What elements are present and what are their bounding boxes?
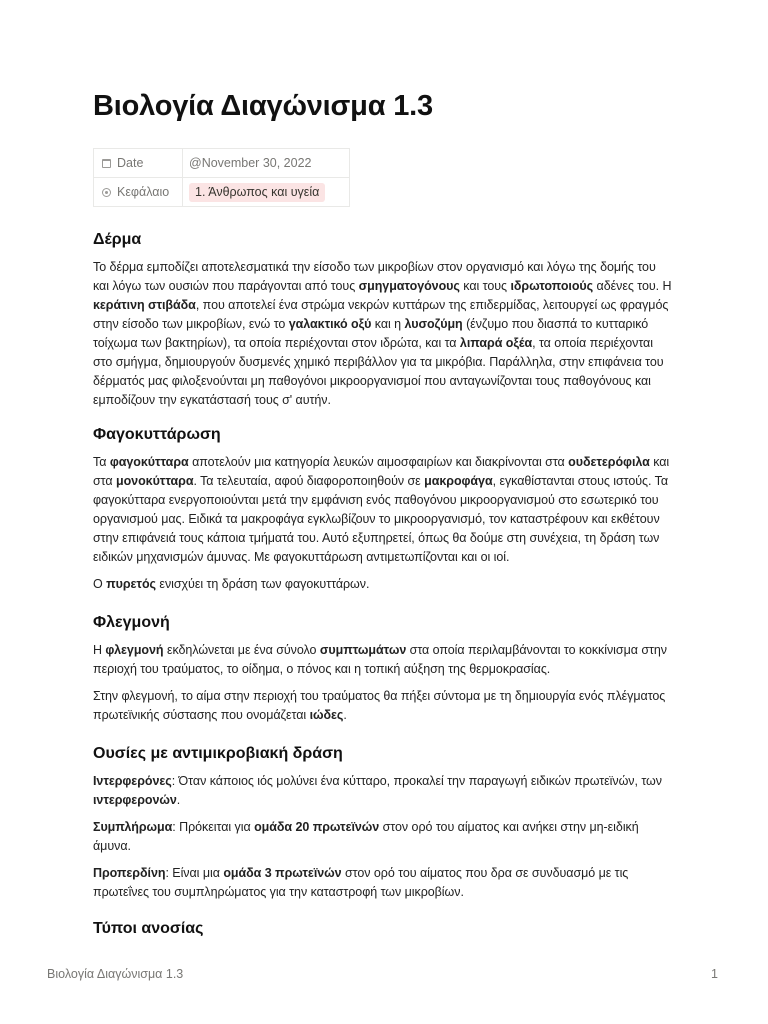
paragraph xyxy=(93,864,675,902)
section-heading: Φαγοκυττάρωση xyxy=(93,426,221,443)
paragraph xyxy=(93,258,675,410)
bold-text: ιδρωτοποιούς xyxy=(510,279,594,293)
text-run: στον ορό του αίματος που δρα σε συνδυασμό με τις πρωτεΐνες του συμπληρώματος για την καταστροφή των μικροβίων. xyxy=(93,866,629,899)
paragraph xyxy=(93,575,675,594)
text-run: Η xyxy=(93,643,106,657)
text-run: αποτελούν μια κατηγορία λευκών αιμοσφαιρίων και διακρίνονται στα xyxy=(188,455,569,469)
bold-text: Ιντερφερόνες xyxy=(93,774,172,788)
text-run: εκδηλώνεται με ένα σύνολο xyxy=(163,643,320,657)
section xyxy=(93,743,675,902)
paragraph xyxy=(93,641,675,679)
properties-table xyxy=(93,148,350,207)
text-run: , τα οποία περιέχονται στο σμήγμα, δημιουργούν δυσμενές χημικό περιβάλλον για τα μικρόβια. Παράλληλα, στην επιφάνεια του δέρματός μας φιλοξενούνται μη παθογόνοι μικροοργανισμοί που ανταγωνίζονται τους παθογόνους και εμποδίζουν την εγκατάστασή τους σ' αυτήν. xyxy=(93,336,664,407)
date-value: @November 30, 2022 xyxy=(189,156,312,170)
text-run: ενισχύει τη δράση των φαγοκυττάρων. xyxy=(156,577,370,591)
property-row-date[interactable] xyxy=(94,149,350,178)
section-heading: Τύποι ανοσίας xyxy=(93,920,204,937)
section xyxy=(93,612,675,725)
bold-text: Συμπλήρωμα xyxy=(93,820,173,834)
page-content xyxy=(93,86,675,940)
paragraph xyxy=(93,818,675,856)
chapter-tag[interactable]: 1. Άνθρωπος και υγεία xyxy=(189,183,325,202)
section-heading: Φλεγμονή xyxy=(93,614,170,631)
property-key xyxy=(94,149,183,178)
text-run: Ο xyxy=(93,577,107,591)
property-value[interactable] xyxy=(183,178,350,207)
footer-page-number: 1 xyxy=(711,967,718,981)
section-heading: Δέρμα xyxy=(93,231,142,248)
bold-text: ουδετερόφιλα xyxy=(568,455,650,469)
property-row-chapter[interactable] xyxy=(94,178,350,207)
text-run: . xyxy=(176,793,181,807)
bold-text: φλεγμονή xyxy=(105,643,164,657)
target-icon xyxy=(102,188,111,197)
bold-text: φαγοκύτταρα xyxy=(109,455,189,469)
paragraph xyxy=(93,687,675,725)
calendar-icon xyxy=(102,159,111,168)
bold-text: ομάδα 3 πρωτεϊνών xyxy=(223,866,342,880)
property-key-label: Κεφάλαιο xyxy=(117,185,170,199)
bold-text: μονοκύτταρα xyxy=(115,474,194,488)
bold-text: ιντερφερονών xyxy=(93,793,177,807)
bold-text: ομάδα 20 πρωτεϊνών xyxy=(254,820,380,834)
property-value[interactable] xyxy=(183,149,350,178)
section xyxy=(93,918,675,940)
bold-text: Προπερδίνη xyxy=(93,866,166,880)
property-key xyxy=(94,178,183,207)
text-run: : Όταν κάποιος ιός μολύνει ένα κύτταρο, προκαλεί την παραγωγή ειδικών πρωτεϊνών, των xyxy=(171,774,662,788)
text-run: . Τα τελευταία, αφού διαφοροποιηθούν σε xyxy=(193,474,425,488)
page-title: Βιολογία Διαγώνισμα 1.3 xyxy=(93,90,433,122)
text-run: και στα xyxy=(93,455,670,488)
bold-text: συμπτωμάτων xyxy=(319,643,407,657)
text-run: και η xyxy=(371,317,405,331)
document-body xyxy=(93,229,675,940)
text-run: : Πρόκειται για xyxy=(172,820,255,834)
text-run: αδένες του. Η xyxy=(593,279,672,293)
footer-title: Βιολογία Διαγώνισμα 1.3 xyxy=(47,967,184,981)
section-heading: Ουσίες με αντιμικροβιακή δράση xyxy=(93,745,343,762)
text-run: , εγκαθίστανται στους ιστούς. Τα φαγοκύτταρα ενεργοποιούνται μετά την εμφάνιση ενός παθογόνου μικροοργανισμού στο εσωτερικό του οργανισμού μας. Ειδικά τα μακροφάγα εγκλωβίζουν το μικροοργανισμό, τον καταστρέφουν και εκθέτουν στην επιφάνειά τους κάποια τμήματά του. Αυτό εξυπηρετεί, όπως θα δούμε στη συνέχεια, τη δράση των ειδικών μηχανισμών άμυνας. Με φαγοκυττάρωση αντιμετωπίζονται και οι ιοί. xyxy=(93,474,669,564)
bold-text: λιπαρά οξέα xyxy=(459,336,533,350)
text-run: Τα xyxy=(93,455,110,469)
section xyxy=(93,424,675,594)
bold-text: πυρετός xyxy=(106,577,156,591)
bold-text: σμηγματογόνους xyxy=(358,279,460,293)
section xyxy=(93,229,675,410)
text-run: (ένζυμο που διασπά το κυτταρικό τοίχωμα των βακτηρίων), τα οποία περιέχονται στον ιδρώτα, και τα xyxy=(93,317,649,350)
text-run: . xyxy=(343,708,347,722)
paragraph xyxy=(93,772,675,810)
bold-text: μακροφάγα xyxy=(424,474,493,488)
text-run: στα οποία περιλαμβάνονται το κοκκίνισμα στην περιοχή του τραύματος, το οίδημα, ο πόνος και η τοπική αύξηση της θερμοκρασίας. xyxy=(93,643,667,676)
text-run: στον ορό του αίματος και ανήκει στην μη-ειδική άμυνα. xyxy=(93,820,639,853)
paragraph xyxy=(93,453,675,567)
bold-text: γαλακτικό οξύ xyxy=(288,317,372,331)
text-run: και τους xyxy=(459,279,511,293)
text-run: Το δέρμα εμποδίζει αποτελεσματικά την είσοδο των μικροβίων στον οργανισμό και λόγω της δομής του και λόγω των ουσιών που παράγονται από τους xyxy=(93,260,656,293)
property-key-label: Date xyxy=(117,156,144,170)
text-run: , που αποτελεί ένα στρώμα νεκρών κυττάρων της επιδερμίδας, λειτουργεί ως φραγμός στην είσοδο των μικροβίων, ενώ το xyxy=(93,298,669,331)
bold-text: ιώδες xyxy=(309,708,344,722)
text-run: Στην φλεγμονή, το αίμα στην περιοχή του τραύματος θα πήξει σύντομα με τη δημιουργία ενός πλέγματος πρωτεϊνικής σύστασης που ονομάζεται xyxy=(93,689,666,722)
bold-text: λυσοζύμη xyxy=(404,317,463,331)
bold-text: κεράτινη στιβάδα xyxy=(93,298,196,312)
text-run: : Είναι μια xyxy=(165,866,224,880)
